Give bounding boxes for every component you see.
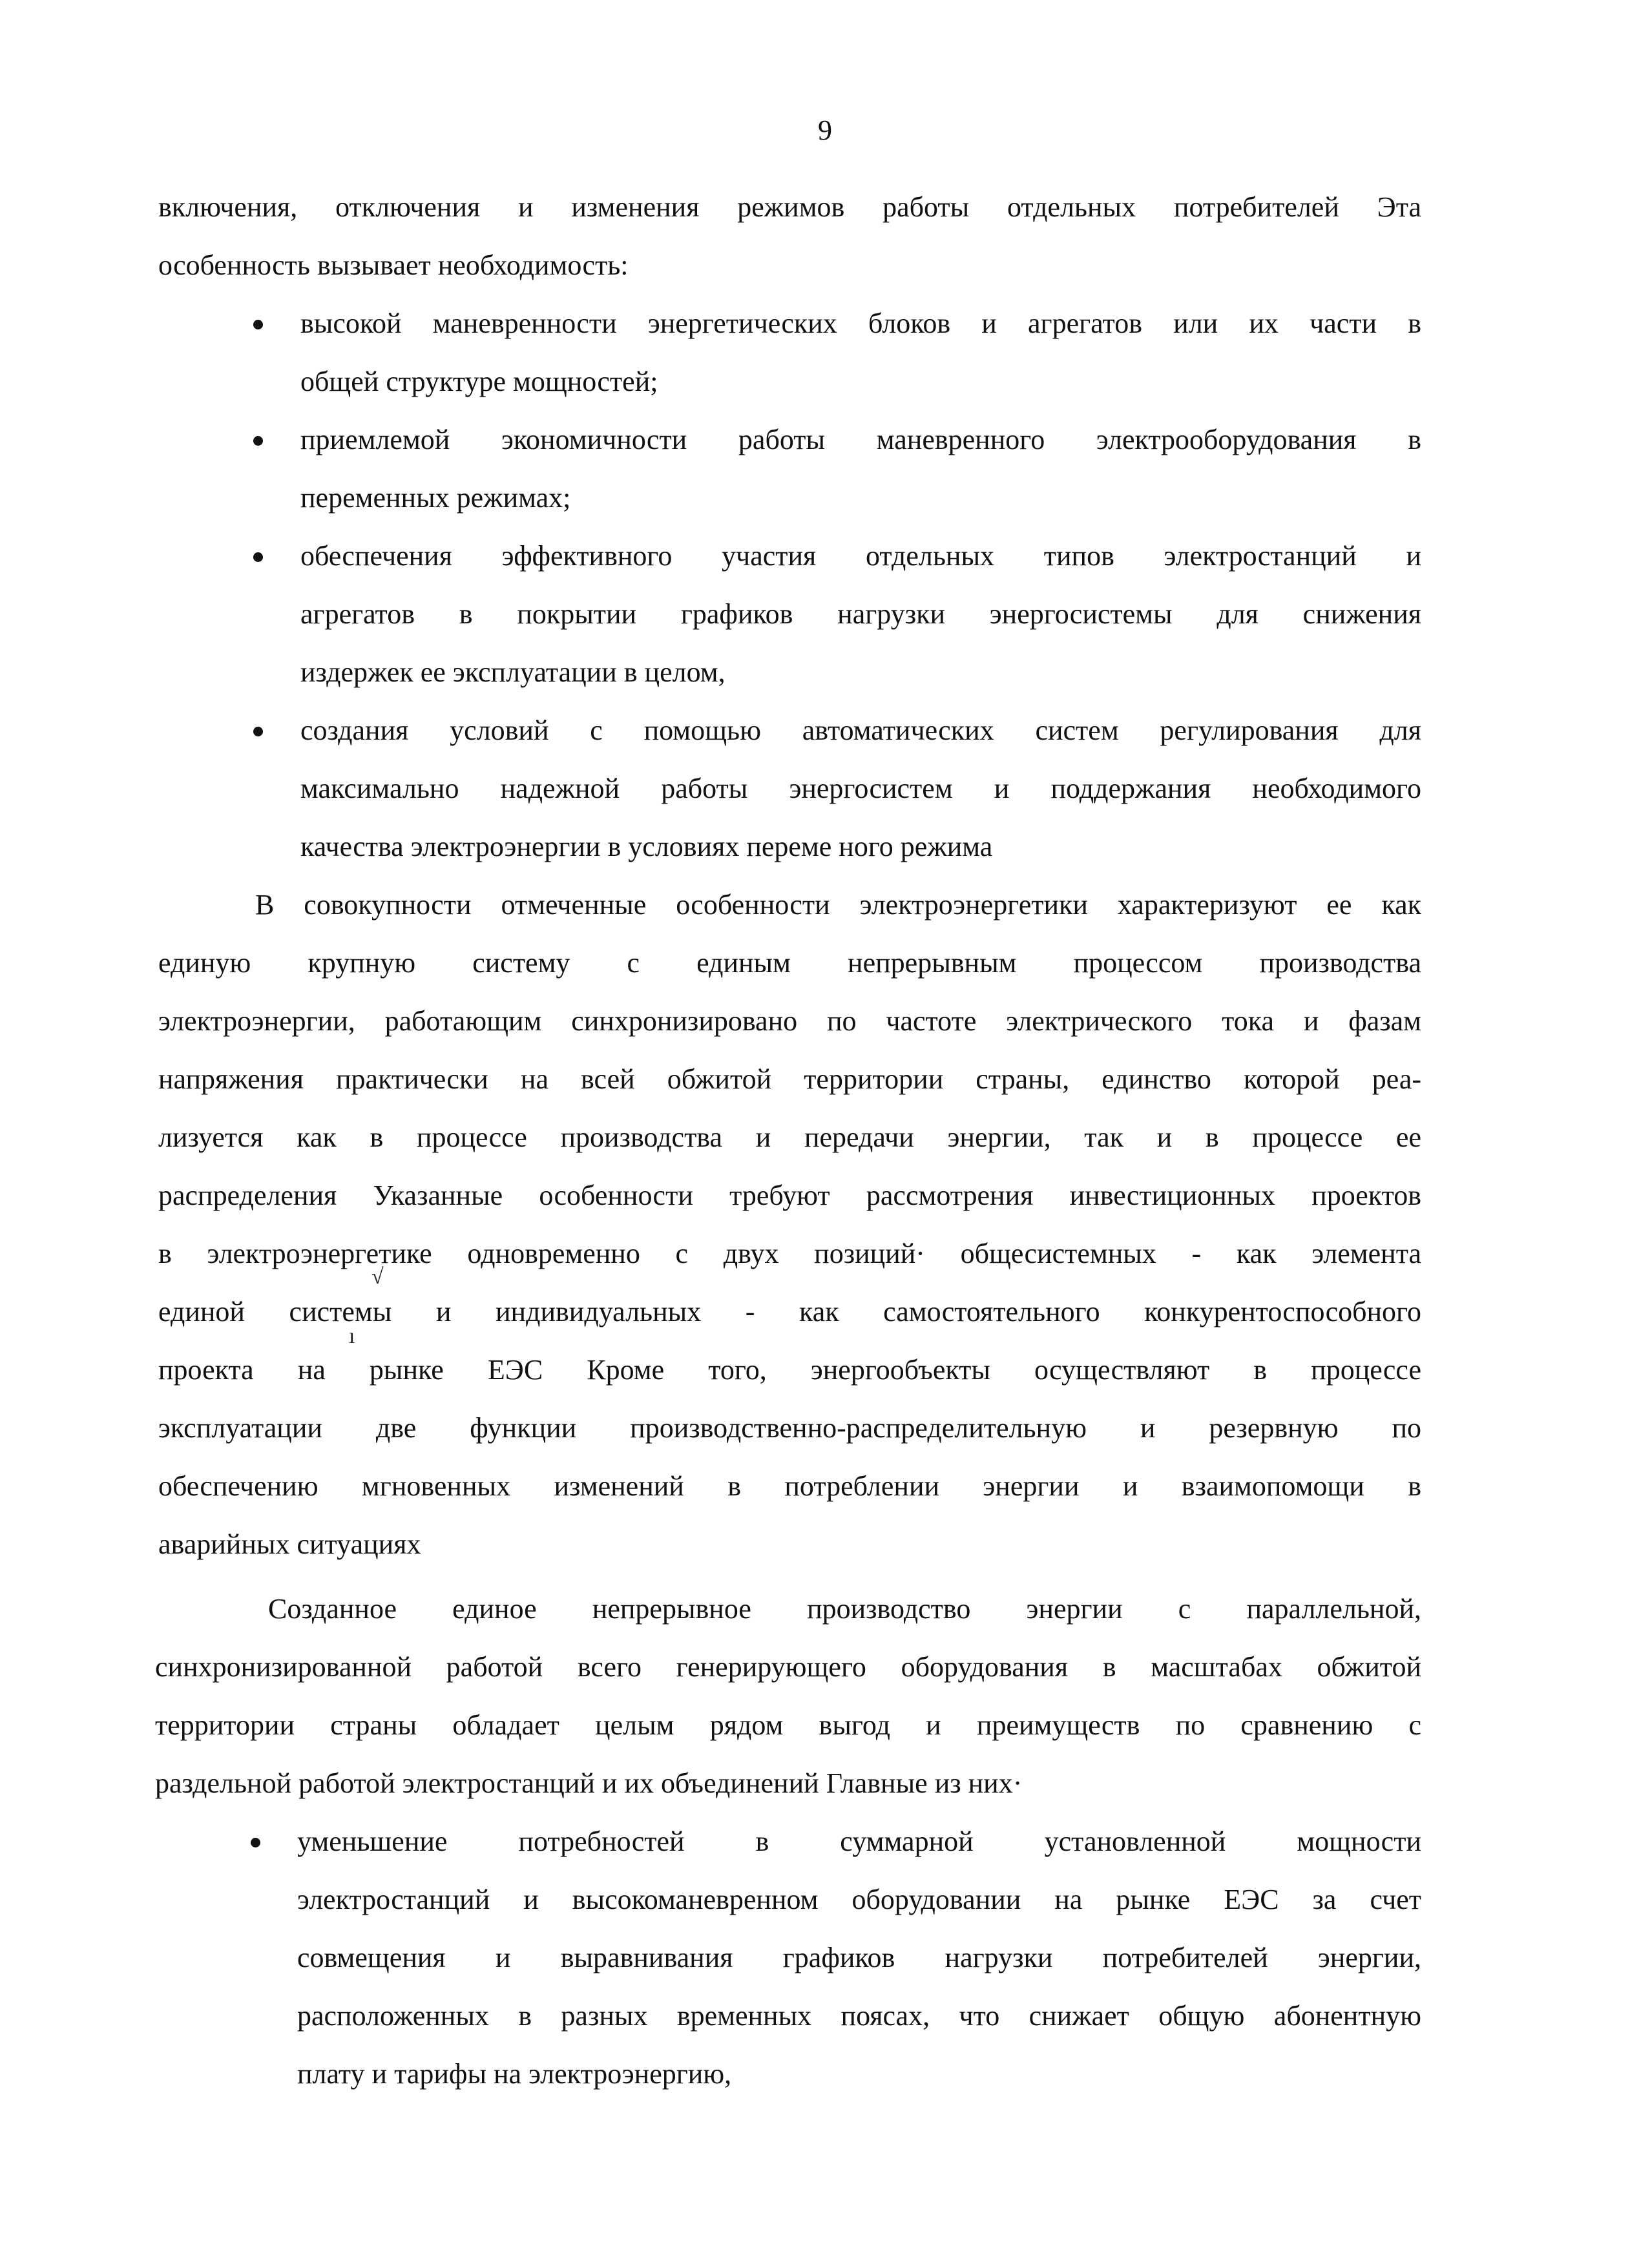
paragraph-line: электроэнергии, работающим синхронизировано по частоте электрического тока и фазам <box>158 1005 1421 1037</box>
paragraph-line: лизуется как в процессе производства и передачи энергии, так и в процессе ее <box>158 1121 1421 1153</box>
paragraph-line: аварийных ситуациях <box>158 1528 421 1560</box>
paragraph-line: территории страны обладает целым рядом выгод и преимуществ по сравнению с <box>155 1709 1421 1741</box>
paragraph-line: раздельной работой электростанций и их объединений Главные из них· <box>155 1767 1023 1799</box>
paragraph-line: единую крупную систему с единым непрерывным процессом производства <box>158 947 1421 979</box>
list-item-line: создания условий с помощью автоматических систем регулирования для <box>300 714 1421 746</box>
paragraph-line: распределения Указанные особенности требуют рассмотрения инвестиционных проектов <box>158 1180 1421 1211</box>
list-item-line: качества электроэнергии в условиях переме ного режима <box>300 831 993 862</box>
page-number: 9 <box>818 114 832 146</box>
paragraph-line: напряжения практически на всей обжитой территории страны, единство которой реа- <box>158 1063 1421 1095</box>
list-item-line: обеспечения эффективного участия отдельных типов электростанций и <box>300 540 1421 572</box>
paragraph-line: единой системы и индивидуальных - как самостоятельного конкурентоспособного <box>158 1296 1421 1327</box>
paragraph-line: эксплуатации две функции производственно-распределительную и резервную по <box>158 1412 1421 1444</box>
list-item-line: приемлемой экономичности работы маневренного электрооборудования в <box>300 424 1421 455</box>
bullet-icon <box>253 436 263 446</box>
list-item-line: уменьшение потребностей в суммарной установленной мощности <box>297 1826 1421 1857</box>
list-item-line: общей структуре мощностей; <box>300 366 658 397</box>
paragraph-line: Созданное единое непрерывное производство энергии с параллельной, <box>268 1593 1421 1625</box>
text-line: включения, отключения и изменения режимов работы отдельных потребителей Эта <box>158 191 1421 223</box>
list-item-line: расположенных в разных временных поясах, что снижает общую абонентную <box>297 2000 1421 2032</box>
paragraph-line: обеспечению мгновенных изменений в потреблении энергии и взаимопомощи в <box>158 1470 1421 1502</box>
bullet-icon <box>253 727 263 736</box>
bullet-icon <box>253 320 263 329</box>
paragraph-line: В совокупности отмеченные особенности электроэнергетики характеризуют ее как <box>255 889 1421 921</box>
list-item-line: агрегатов в покрытии графиков нагрузки энергосистемы для снижения <box>300 598 1421 630</box>
list-item-line: совмещения и выравнивания графиков нагрузки потребителей энергии, <box>297 1942 1421 1973</box>
text-line: особенность вызывает необходимость: <box>158 249 629 281</box>
bullet-icon <box>251 1838 260 1847</box>
list-item-line: переменных режимах; <box>300 482 571 514</box>
bullet-icon <box>253 552 263 562</box>
list-item-line: плату и тарифы на электроэнергию, <box>297 2058 732 2090</box>
list-item-line: электростанций и высокоманевренном оборудовании на рынке ЕЭС за счет <box>297 1884 1421 1915</box>
paragraph-line: синхронизированной работой всего генерирующего оборудования в масштабах обжитой <box>155 1651 1421 1683</box>
paragraph-line: проекта на рынке ЕЭС Кроме того, энергообъекты осуществляют в процессе <box>158 1354 1421 1386</box>
list-item-line: высокой маневренности энергетических блоков и агрегатов или их части в <box>300 307 1421 339</box>
list-item-line: максимально надежной работы энергосистем и поддержания необходимого <box>300 773 1421 804</box>
handwritten-tick-mark: ı <box>349 1324 355 1348</box>
list-item-line: издержек ее эксплуатации в целом, <box>300 656 726 688</box>
paragraph-line: в электроэнергетике одновременно с двух позиций· общесистемных - как элемента <box>158 1238 1421 1269</box>
handwritten-checkmark: √ <box>371 1265 384 1289</box>
